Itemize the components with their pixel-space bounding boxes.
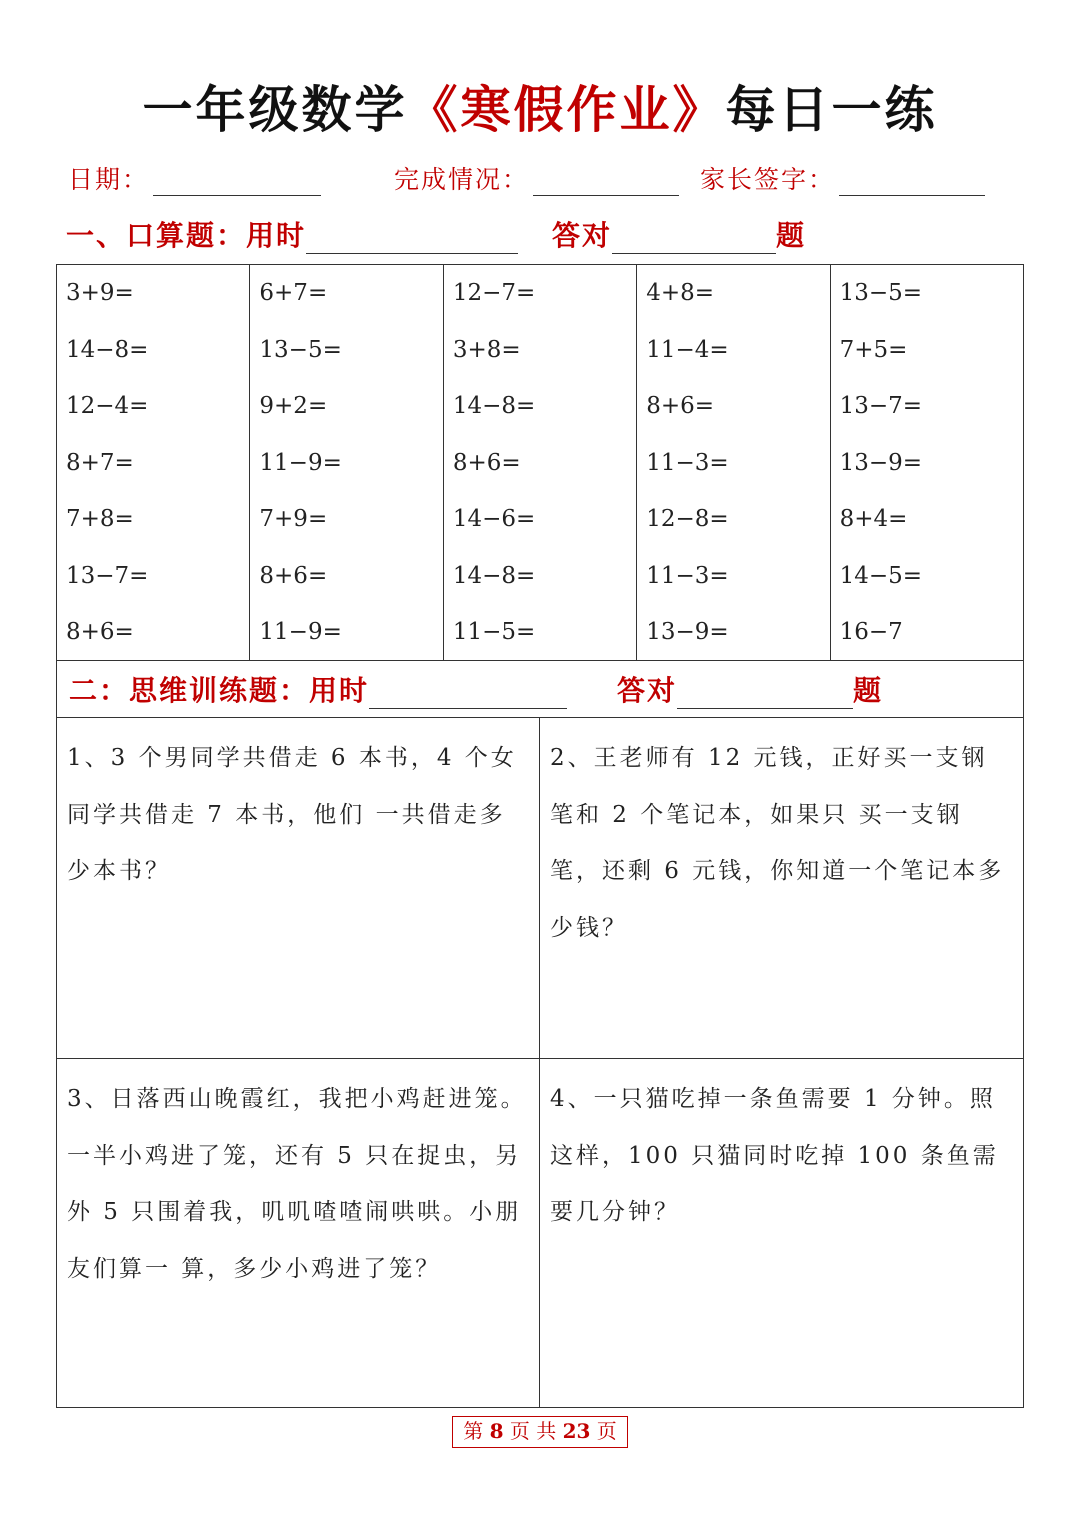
calc-item: 9+2= (259, 393, 328, 419)
calc-item: 11−3= (646, 562, 729, 589)
signature-blank[interactable] (839, 167, 985, 196)
title-highlight: 《寒假作业》 (407, 81, 726, 139)
calc-item: 14−8= (66, 336, 149, 363)
section2-time-blank[interactable] (369, 678, 567, 709)
calc-column (444, 265, 637, 660)
signature-label: 家长签字： (700, 165, 836, 194)
calc-column (831, 265, 1023, 660)
section1-heading (66, 214, 806, 258)
word-problem-2: 2、王老师有 12 元钱，正好买一支钢笔和 2 个笔记本，如果只 买一支钢笔，还剩 6 元钱，你知道一个笔记本多少钱？ (540, 718, 1023, 1059)
calc-item: 4+8= (646, 280, 715, 306)
date-label: 日期： (68, 165, 150, 194)
page-title (0, 70, 1080, 142)
calc-item: 13−9= (646, 619, 729, 645)
calc-item: 13−7= (839, 393, 923, 419)
calc-column (250, 265, 443, 660)
problems-grid (57, 718, 1023, 1407)
title-prefix: 一年级数学 (142, 81, 408, 139)
calc-item: 13−7= (66, 562, 149, 589)
calc-item: 11−9= (259, 449, 342, 476)
completion-label: 完成情况： (394, 165, 530, 194)
calc-item: 13−9= (839, 449, 923, 476)
completion-field[interactable] (394, 160, 679, 196)
calc-item: 6+7= (259, 280, 328, 306)
footer-middle: 页 共 (509, 1419, 557, 1443)
calc-item: 8+6= (259, 562, 328, 589)
calc-item: 11−9= (259, 619, 342, 645)
title-suffix: 每日一练 (725, 81, 938, 139)
section1-correct-blank[interactable] (612, 223, 776, 254)
calc-item: 13−5= (259, 336, 342, 363)
signature-field[interactable] (700, 160, 985, 196)
calc-item: 16−7 (839, 619, 903, 645)
section2-title: 二：思维训练题：用时 (69, 674, 370, 707)
calc-item: 14−6= (452, 506, 536, 532)
section1-correct-label: 答对 (552, 219, 613, 252)
calc-item: 7+5= (839, 336, 908, 363)
meta-row (68, 160, 1018, 200)
page-footer (452, 1416, 628, 1448)
section2-correct-label: 答对 (617, 674, 678, 707)
section2-unit: 题 (853, 674, 884, 707)
calc-column (637, 265, 830, 660)
calc-item: 14−5= (839, 562, 923, 589)
calc-column (57, 265, 250, 660)
section1-unit: 题 (776, 219, 807, 252)
calc-item: 13−5= (839, 280, 923, 306)
calc-item: 11−5= (452, 619, 536, 645)
calc-item: 8+6= (452, 449, 521, 476)
calc-item: 3+8= (452, 336, 521, 363)
calc-item: 8+6= (66, 619, 134, 645)
section2-correct-blank[interactable] (677, 678, 853, 709)
calc-item: 8+4= (839, 506, 908, 532)
total-page-number: 23 (562, 1419, 591, 1443)
worksheet-grid (56, 264, 1024, 1408)
footer-prefix: 第 (463, 1419, 484, 1443)
calc-item: 14−8= (452, 393, 536, 419)
section2-heading (57, 661, 1023, 718)
calc-item: 12−4= (66, 393, 149, 419)
calc-item: 11−4= (646, 336, 729, 363)
current-page-number: 8 (489, 1419, 504, 1443)
completion-blank[interactable] (533, 167, 679, 196)
date-field[interactable] (68, 160, 321, 196)
calc-item: 7+9= (259, 506, 328, 532)
calc-item: 7+8= (66, 506, 134, 532)
calc-item: 8+7= (66, 449, 134, 476)
section1-time-blank[interactable] (306, 223, 518, 254)
calc-item: 14−8= (452, 562, 536, 589)
calc-item: 3+9= (66, 280, 134, 306)
calc-item: 8+6= (646, 393, 715, 419)
word-problem-4: 4、一只猫吃掉一条鱼需要 1 分钟。照这样，100 只猫同时吃掉 100 条鱼需要几分钟？ (550, 1086, 999, 1225)
word-problem-3: 3、日落西山晚霞红，我把小鸡赶进笼。一半小鸡进了笼，还有 5 只在捉虫，另外 5 只围着我，叽叽喳喳闹哄哄。小朋友们算一 算，多少小鸡进了笼？ (57, 1059, 540, 1407)
calc-item: 12−7= (452, 280, 536, 306)
date-blank[interactable] (153, 167, 321, 196)
calc-item: 12−8= (646, 506, 729, 532)
section1-title: 一、口算题：用时 (66, 219, 307, 252)
calc-item: 11−3= (646, 449, 729, 476)
word-problem-1: 1、3 个男同学共借走 6 本书，4 个女同学共借走 7 本书，他们 一共借走多少本书？ (57, 718, 540, 1059)
calc-table (57, 265, 1023, 661)
footer-suffix: 页 (596, 1419, 617, 1443)
